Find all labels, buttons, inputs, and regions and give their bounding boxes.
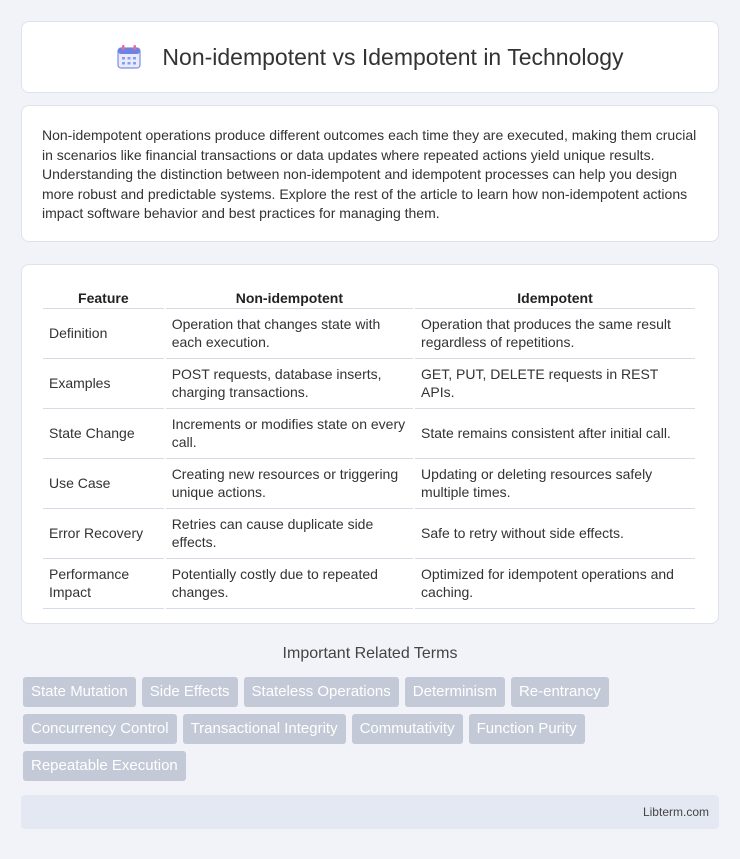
tag-concurrency-control[interactable]: Concurrency Control	[23, 714, 177, 744]
tag-state-mutation[interactable]: State Mutation	[23, 677, 136, 707]
comparison-table	[41, 285, 697, 609]
intro-paragraph: Non-idempotent operations produce different outcomes each time they are executed, making them crucial in scenarios like financial transactions or data updates where repeated actions yield unique results. Understanding the distinction between non-idempotent and idempotent processes can help you design more robust and predictable systems. Explore the rest of the article to learn how non-idempotent actions impact software behavior and best practices for managing them.	[42, 127, 697, 222]
table-row	[43, 359, 695, 409]
related-terms-list	[23, 677, 723, 788]
header-idempotent: Idempotent	[415, 285, 695, 309]
table-row	[43, 409, 695, 459]
header-non-idempotent: Non-idempotent	[166, 285, 413, 309]
comparison-card	[21, 264, 719, 624]
intro-card	[21, 105, 719, 242]
tag-determinism[interactable]: Determinism	[405, 677, 505, 707]
footer-site-link[interactable]: Libterm.com	[642, 805, 709, 819]
related-terms-title: Important Related Terms	[282, 645, 458, 662]
tag-commutativity[interactable]: Commutativity	[352, 714, 463, 744]
tag-transactional-integrity[interactable]: Transactional Integrity	[183, 714, 346, 744]
feature-cell: Examples	[43, 359, 164, 409]
tag-stateless-operations[interactable]: Stateless Operations	[244, 677, 399, 707]
idempotent-cell: Safe to retry without side effects.	[415, 509, 695, 559]
tag-re-entrancy[interactable]: Re-entrancy	[511, 677, 609, 707]
feature-cell: Definition	[43, 309, 164, 359]
non-idempotent-cell: Potentially costly due to repeated changes.	[166, 559, 413, 609]
table-row	[43, 509, 695, 559]
tag-function-purity[interactable]: Function Purity	[469, 714, 585, 744]
non-idempotent-cell: Increments or modifies state on every call.	[166, 409, 413, 459]
tag-side-effects[interactable]: Side Effects	[142, 677, 238, 707]
idempotent-cell: State remains consistent after initial call.	[415, 409, 695, 459]
footer	[21, 795, 719, 829]
table-row	[43, 459, 695, 509]
page-title: Non-idempotent vs Idempotent in Technology	[162, 43, 624, 70]
non-idempotent-cell: Retries can cause duplicate side effects.	[166, 509, 413, 559]
feature-cell: Error Recovery	[43, 509, 164, 559]
table-header-row	[43, 285, 695, 309]
title-card	[21, 21, 719, 93]
table-row	[43, 559, 695, 609]
idempotent-cell: Updating or deleting resources safely multiple times.	[415, 459, 695, 509]
idempotent-cell: GET, PUT, DELETE requests in REST APIs.	[415, 359, 695, 409]
non-idempotent-cell: Creating new resources or triggering unique actions.	[166, 459, 413, 509]
idempotent-cell: Operation that produces the same result regardless of repetitions.	[415, 309, 695, 359]
calendar-icon	[116, 44, 142, 70]
feature-cell: Performance Impact	[43, 559, 164, 609]
feature-cell: Use Case	[43, 459, 164, 509]
non-idempotent-cell: Operation that changes state with each execution.	[166, 309, 413, 359]
tag-repeatable-execution[interactable]: Repeatable Execution	[23, 751, 186, 781]
table-row	[43, 309, 695, 359]
header-feature: Feature	[43, 285, 164, 309]
idempotent-cell: Optimized for idempotent operations and caching.	[415, 559, 695, 609]
feature-cell: State Change	[43, 409, 164, 459]
non-idempotent-cell: POST requests, database inserts, charging transactions.	[166, 359, 413, 409]
